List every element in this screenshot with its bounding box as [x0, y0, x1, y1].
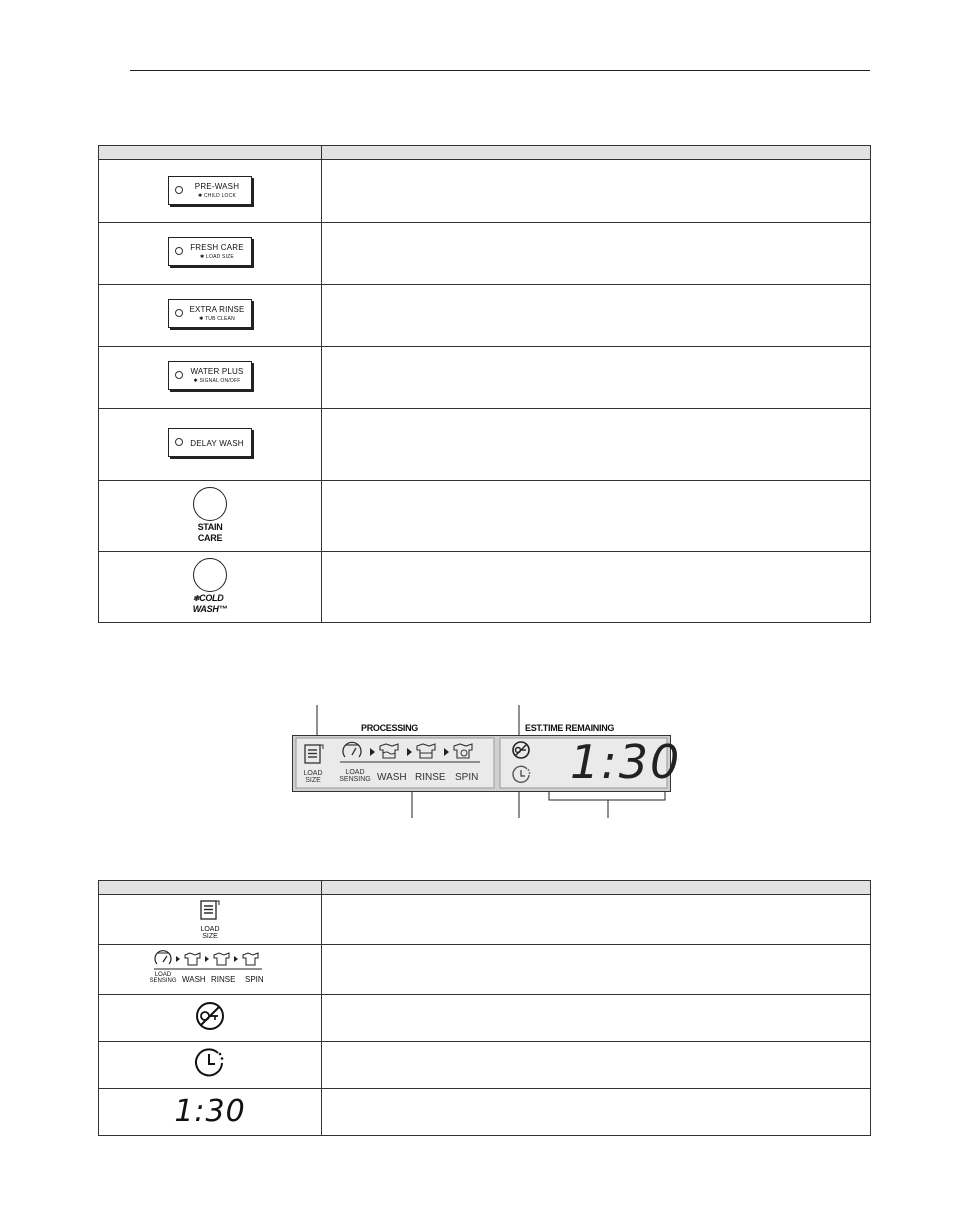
display-indicators-table	[98, 880, 871, 1136]
arrow-icon	[370, 748, 375, 756]
table-row	[99, 1089, 871, 1136]
load-size-line2: SIZE	[202, 932, 218, 940]
cycle-icons	[152, 948, 268, 970]
load-size-line2: SIZE	[305, 777, 321, 784]
table-row	[99, 995, 871, 1042]
wash-label: WASH	[182, 975, 206, 984]
button-sublabel: ✱ LOAD SIZE	[200, 253, 234, 260]
button-sublabel: ✱ SIGNAL ON/OFF	[193, 377, 241, 384]
wash-icon	[380, 744, 398, 758]
rinse-label: RINSE	[415, 772, 446, 783]
load-size-line1: LOAD	[303, 770, 323, 777]
time-remaining-display: 1:30	[570, 735, 682, 789]
time-remaining-display: 1:30	[174, 1094, 246, 1129]
description-cell	[322, 945, 871, 995]
load-sensing-line1: LOAD	[345, 769, 365, 776]
rinse-icon	[417, 744, 435, 758]
child-lock-icon	[511, 740, 533, 762]
spin-icon	[454, 744, 472, 758]
button-label-line1: STAIN	[197, 521, 223, 532]
table-row	[99, 1042, 871, 1089]
spin-label: SPIN	[245, 975, 264, 984]
button-sublabel: ✱ CHILD LOCK	[198, 193, 236, 199]
arrow-icon	[444, 748, 449, 756]
description-cell	[322, 1042, 871, 1089]
description-cell	[322, 1089, 871, 1136]
button-label: EXTRA RINSE	[189, 304, 245, 314]
load-size-line1: LOAD	[200, 925, 220, 933]
arrow-icon	[407, 748, 412, 756]
description-cell	[322, 995, 871, 1042]
table-header-row	[99, 881, 871, 895]
spin-label: SPIN	[455, 772, 479, 783]
button-label-line2: WASH™	[192, 603, 228, 614]
processing-label: PROCESSING	[361, 723, 419, 733]
display-panel	[292, 735, 682, 792]
cycle-icons	[340, 741, 490, 763]
button-label: PRE-WASH	[194, 182, 240, 191]
button-sublabel: ✱ TUB CLEAN	[199, 315, 235, 322]
load-size-icon	[304, 742, 324, 766]
load-sensing-line1: LOAD	[154, 972, 172, 978]
load-sensing-line2: SENSING	[339, 776, 371, 783]
est-time-label: EST.TIME REMAINING	[525, 723, 615, 733]
snowflake-icon: ❄	[192, 593, 200, 603]
button-label-line1: COLD	[199, 592, 224, 603]
button-label: FRESH CARE	[190, 242, 244, 252]
table-row	[99, 895, 871, 945]
load-sensing-icon	[155, 951, 171, 964]
load-size-icon	[200, 897, 220, 921]
button-label: DELAY WASH	[190, 438, 244, 448]
table-row	[99, 945, 871, 995]
wash-label: WASH	[377, 772, 407, 783]
button-label: WATER PLUS	[190, 366, 244, 376]
child-lock-icon	[195, 1001, 225, 1031]
load-sensing-line2: SENSING	[149, 978, 177, 984]
rinse-label: RINSE	[211, 975, 236, 984]
delay-wash-icon	[194, 1047, 226, 1079]
delay-wash-icon	[511, 765, 533, 787]
description-cell	[322, 895, 871, 945]
button-label-line2: CARE	[197, 532, 223, 543]
load-sensing-icon	[343, 742, 361, 757]
